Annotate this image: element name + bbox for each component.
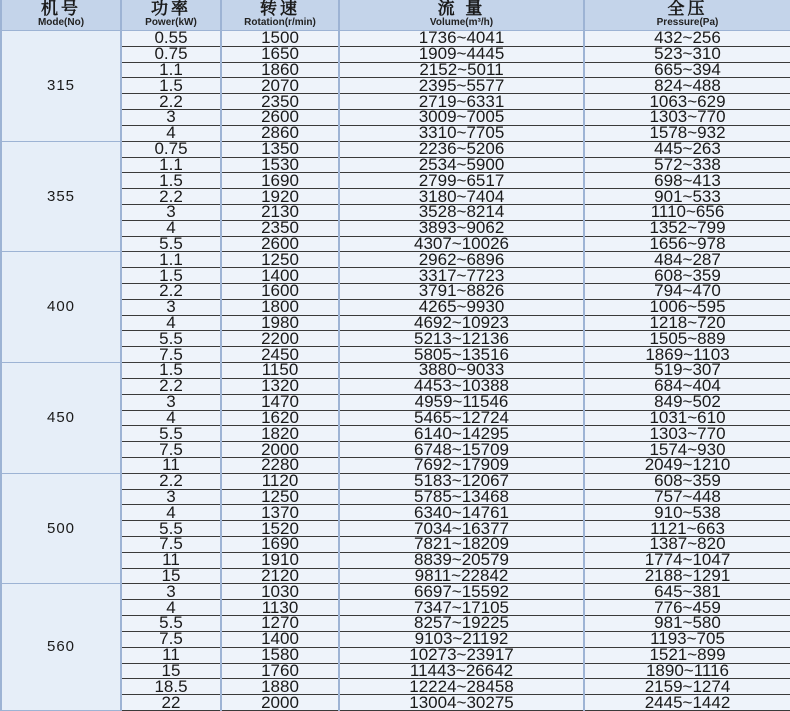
pressure-cell: 684~404 xyxy=(584,378,790,394)
rotation-cell: 1860 xyxy=(221,62,339,78)
power-cell: 7.5 xyxy=(121,537,221,553)
rotation-cell: 1650 xyxy=(221,46,339,62)
model-number-cell: 450 xyxy=(1,363,121,474)
volume-cell: 9103~21192 xyxy=(339,631,584,647)
rotation-cell: 1520 xyxy=(221,521,339,537)
pressure-cell: 757~448 xyxy=(584,489,790,505)
rotation-cell: 2860 xyxy=(221,125,339,141)
volume-cell: 6140~14295 xyxy=(339,426,584,442)
pressure-cell: 1656~978 xyxy=(584,236,790,252)
power-cell: 5.5 xyxy=(121,331,221,347)
rotation-cell: 2450 xyxy=(221,347,339,363)
volume-cell: 10273~23917 xyxy=(339,647,584,663)
pressure-cell: 445~263 xyxy=(584,141,790,157)
volume-cell: 3317~7723 xyxy=(339,268,584,284)
rotation-cell: 1760 xyxy=(221,663,339,679)
power-cell: 15 xyxy=(121,663,221,679)
power-cell: 1.1 xyxy=(121,252,221,268)
power-cell: 2.2 xyxy=(121,189,221,205)
power-cell: 0.75 xyxy=(121,46,221,62)
rotation-cell: 1980 xyxy=(221,315,339,331)
table-row xyxy=(1,473,790,489)
volume-cell: 2152~5011 xyxy=(339,62,584,78)
model-number-cell: 560 xyxy=(1,584,121,711)
header-model xyxy=(1,0,121,31)
power-cell: 4 xyxy=(121,220,221,236)
volume-cell: 3791~8826 xyxy=(339,284,584,300)
pressure-cell: 1006~595 xyxy=(584,299,790,315)
pressure-cell: 1521~899 xyxy=(584,647,790,663)
pressure-cell: 608~359 xyxy=(584,268,790,284)
volume-cell: 6748~15709 xyxy=(339,442,584,458)
pressure-cell: 2445~1442 xyxy=(584,695,790,711)
rotation-cell: 1320 xyxy=(221,378,339,394)
power-cell: 2.2 xyxy=(121,94,221,110)
rotation-cell: 1270 xyxy=(221,616,339,632)
rotation-cell: 1690 xyxy=(221,537,339,553)
pressure-cell: 608~359 xyxy=(584,473,790,489)
rotation-cell: 2600 xyxy=(221,110,339,126)
pressure-cell: 1193~705 xyxy=(584,631,790,647)
power-cell: 1.5 xyxy=(121,363,221,379)
rotation-cell: 1600 xyxy=(221,284,339,300)
rotation-cell: 1120 xyxy=(221,473,339,489)
rotation-cell: 2350 xyxy=(221,220,339,236)
power-cell: 3 xyxy=(121,299,221,315)
power-cell: 11 xyxy=(121,647,221,663)
pressure-cell: 645~381 xyxy=(584,584,790,600)
volume-cell: 4692~10923 xyxy=(339,315,584,331)
power-cell: 2.2 xyxy=(121,473,221,489)
rotation-cell: 1820 xyxy=(221,426,339,442)
volume-cell: 5805~13516 xyxy=(339,347,584,363)
power-cell: 22 xyxy=(121,695,221,711)
header-volume-en: Volume(m³/h) xyxy=(429,17,494,28)
pressure-cell: 2188~1291 xyxy=(584,568,790,584)
header-rotation-en: Rotation(r/min) xyxy=(244,17,316,28)
power-cell: 7.5 xyxy=(121,442,221,458)
volume-cell: 3528~8214 xyxy=(339,204,584,220)
table-row xyxy=(1,31,790,47)
pressure-cell: 824~488 xyxy=(584,78,790,94)
rotation-cell: 1800 xyxy=(221,299,339,315)
pressure-cell: 1303~770 xyxy=(584,426,790,442)
rotation-cell: 1350 xyxy=(221,141,339,157)
rotation-cell: 1130 xyxy=(221,600,339,616)
pressure-cell: 849~502 xyxy=(584,394,790,410)
rotation-cell: 1370 xyxy=(221,505,339,521)
power-cell: 18.5 xyxy=(121,679,221,695)
pressure-cell: 1869~1103 xyxy=(584,347,790,363)
rotation-cell: 1690 xyxy=(221,173,339,189)
pressure-cell: 665~394 xyxy=(584,62,790,78)
power-cell: 11 xyxy=(121,552,221,568)
header-pressure-zh: 全压 xyxy=(667,0,708,18)
volume-cell: 2719~6331 xyxy=(339,94,584,110)
power-cell: 1.5 xyxy=(121,78,221,94)
pressure-cell: 2159~1274 xyxy=(584,679,790,695)
pressure-cell: 1352~799 xyxy=(584,220,790,236)
table-row xyxy=(1,584,790,600)
volume-cell: 7692~17909 xyxy=(339,457,584,473)
volume-cell: 1909~4445 xyxy=(339,46,584,62)
pressure-cell: 1121~663 xyxy=(584,521,790,537)
power-cell: 2.2 xyxy=(121,378,221,394)
model-number-cell: 400 xyxy=(1,252,121,363)
volume-cell: 8839~20579 xyxy=(339,552,584,568)
volume-cell: 2534~5900 xyxy=(339,157,584,173)
power-cell: 7.5 xyxy=(121,631,221,647)
header-power-en: Power(kW) xyxy=(145,17,197,28)
power-cell: 0.75 xyxy=(121,141,221,157)
volume-cell: 7034~16377 xyxy=(339,521,584,537)
power-cell: 11 xyxy=(121,457,221,473)
power-cell: 4 xyxy=(121,600,221,616)
power-cell: 0.55 xyxy=(121,31,221,47)
pressure-cell: 794~470 xyxy=(584,284,790,300)
rotation-cell: 2200 xyxy=(221,331,339,347)
power-cell: 5.5 xyxy=(121,616,221,632)
volume-cell: 7347~17105 xyxy=(339,600,584,616)
rotation-cell: 2280 xyxy=(221,457,339,473)
power-cell: 3 xyxy=(121,394,221,410)
volume-cell: 2962~6896 xyxy=(339,252,584,268)
pressure-cell: 1387~820 xyxy=(584,537,790,553)
volume-cell: 6697~15592 xyxy=(339,584,584,600)
rotation-cell: 2070 xyxy=(221,78,339,94)
pressure-cell: 1890~1116 xyxy=(584,663,790,679)
rotation-cell: 1920 xyxy=(221,189,339,205)
pressure-cell: 1031~610 xyxy=(584,410,790,426)
table-body xyxy=(1,31,790,711)
rotation-cell: 2000 xyxy=(221,695,339,711)
header-pressure xyxy=(584,0,790,31)
volume-cell: 4265~9930 xyxy=(339,299,584,315)
header-model-zh: 机号 xyxy=(41,0,81,18)
header-pressure-en: Pressure(Pa) xyxy=(656,17,719,28)
pressure-cell: 1505~889 xyxy=(584,331,790,347)
volume-cell: 5785~13468 xyxy=(339,489,584,505)
pressure-cell: 901~533 xyxy=(584,189,790,205)
volume-cell: 8257~19225 xyxy=(339,616,584,632)
volume-cell: 5183~12067 xyxy=(339,473,584,489)
header-row xyxy=(1,0,790,31)
power-cell: 15 xyxy=(121,568,221,584)
volume-cell: 3310~7705 xyxy=(339,125,584,141)
rotation-cell: 1250 xyxy=(221,489,339,505)
volume-cell: 4307~10026 xyxy=(339,236,584,252)
table-row xyxy=(1,141,790,157)
volume-cell: 4453~10388 xyxy=(339,378,584,394)
pressure-cell: 484~287 xyxy=(584,252,790,268)
rotation-cell: 1620 xyxy=(221,410,339,426)
volume-cell: 12224~28458 xyxy=(339,679,584,695)
volume-cell: 2236~5206 xyxy=(339,141,584,157)
rotation-cell: 1880 xyxy=(221,679,339,695)
pressure-cell: 1303~770 xyxy=(584,110,790,126)
power-cell: 1.5 xyxy=(121,268,221,284)
header-volume-zh: 流 量 xyxy=(437,0,486,18)
power-cell: 4 xyxy=(121,505,221,521)
volume-cell: 4959~11546 xyxy=(339,394,584,410)
pressure-cell: 519~307 xyxy=(584,363,790,379)
volume-cell: 7821~18209 xyxy=(339,537,584,553)
header-volume xyxy=(339,0,584,31)
volume-cell: 11443~26642 xyxy=(339,663,584,679)
volume-cell: 2799~6517 xyxy=(339,173,584,189)
power-cell: 5.5 xyxy=(121,426,221,442)
pressure-cell: 1063~629 xyxy=(584,94,790,110)
rotation-cell: 1530 xyxy=(221,157,339,173)
pressure-cell: 432~256 xyxy=(584,31,790,47)
rotation-cell: 2000 xyxy=(221,442,339,458)
rotation-cell: 1250 xyxy=(221,252,339,268)
rotation-cell: 1910 xyxy=(221,552,339,568)
power-cell: 4 xyxy=(121,125,221,141)
table-row xyxy=(1,252,790,268)
pressure-cell: 1574~930 xyxy=(584,442,790,458)
power-cell: 3 xyxy=(121,204,221,220)
pressure-cell: 1578~932 xyxy=(584,125,790,141)
power-cell: 3 xyxy=(121,110,221,126)
header-rotation-zh: 转速 xyxy=(260,0,300,18)
power-cell: 7.5 xyxy=(121,347,221,363)
volume-cell: 1736~4041 xyxy=(339,31,584,47)
volume-cell: 3893~9062 xyxy=(339,220,584,236)
volume-cell: 6340~14761 xyxy=(339,505,584,521)
power-cell: 5.5 xyxy=(121,236,221,252)
pressure-cell: 1218~720 xyxy=(584,315,790,331)
header-model-en: Mode(No) xyxy=(37,17,85,28)
pressure-cell: 572~338 xyxy=(584,157,790,173)
header-power xyxy=(121,0,221,31)
rotation-cell: 2350 xyxy=(221,94,339,110)
power-cell: 4 xyxy=(121,315,221,331)
rotation-cell: 2130 xyxy=(221,204,339,220)
volume-cell: 13004~30275 xyxy=(339,695,584,711)
power-cell: 3 xyxy=(121,489,221,505)
volume-cell: 3880~9033 xyxy=(339,363,584,379)
volume-cell: 2395~5577 xyxy=(339,78,584,94)
rotation-cell: 2120 xyxy=(221,568,339,584)
pressure-cell: 523~310 xyxy=(584,46,790,62)
volume-cell: 5213~12136 xyxy=(339,331,584,347)
power-cell: 1.1 xyxy=(121,157,221,173)
pressure-cell: 776~459 xyxy=(584,600,790,616)
rotation-cell: 1150 xyxy=(221,363,339,379)
pressure-cell: 1774~1047 xyxy=(584,552,790,568)
model-number-cell: 500 xyxy=(1,473,121,584)
rotation-cell: 1400 xyxy=(221,268,339,284)
power-cell: 1.1 xyxy=(121,62,221,78)
pressure-cell: 981~580 xyxy=(584,616,790,632)
power-cell: 4 xyxy=(121,410,221,426)
model-number-cell: 355 xyxy=(1,141,121,252)
power-cell: 3 xyxy=(121,584,221,600)
header-power-zh: 功率 xyxy=(151,0,191,18)
volume-cell: 3009~7005 xyxy=(339,110,584,126)
pressure-cell: 910~538 xyxy=(584,505,790,521)
volume-cell: 3180~7404 xyxy=(339,189,584,205)
rotation-cell: 1470 xyxy=(221,394,339,410)
rotation-cell: 1580 xyxy=(221,647,339,663)
volume-cell: 9811~22842 xyxy=(339,568,584,584)
rotation-cell: 1500 xyxy=(221,31,339,47)
pressure-cell: 2049~1210 xyxy=(584,457,790,473)
power-cell: 2.2 xyxy=(121,284,221,300)
power-cell: 1.5 xyxy=(121,173,221,189)
rotation-cell: 2600 xyxy=(221,236,339,252)
pressure-cell: 698~413 xyxy=(584,173,790,189)
table-row xyxy=(1,363,790,379)
power-cell: 5.5 xyxy=(121,521,221,537)
rotation-cell: 1400 xyxy=(221,631,339,647)
model-number-cell: 315 xyxy=(1,31,121,142)
pressure-cell: 1110~656 xyxy=(584,204,790,220)
header-rotation xyxy=(221,0,339,31)
rotation-cell: 1030 xyxy=(221,584,339,600)
volume-cell: 5465~12724 xyxy=(339,410,584,426)
